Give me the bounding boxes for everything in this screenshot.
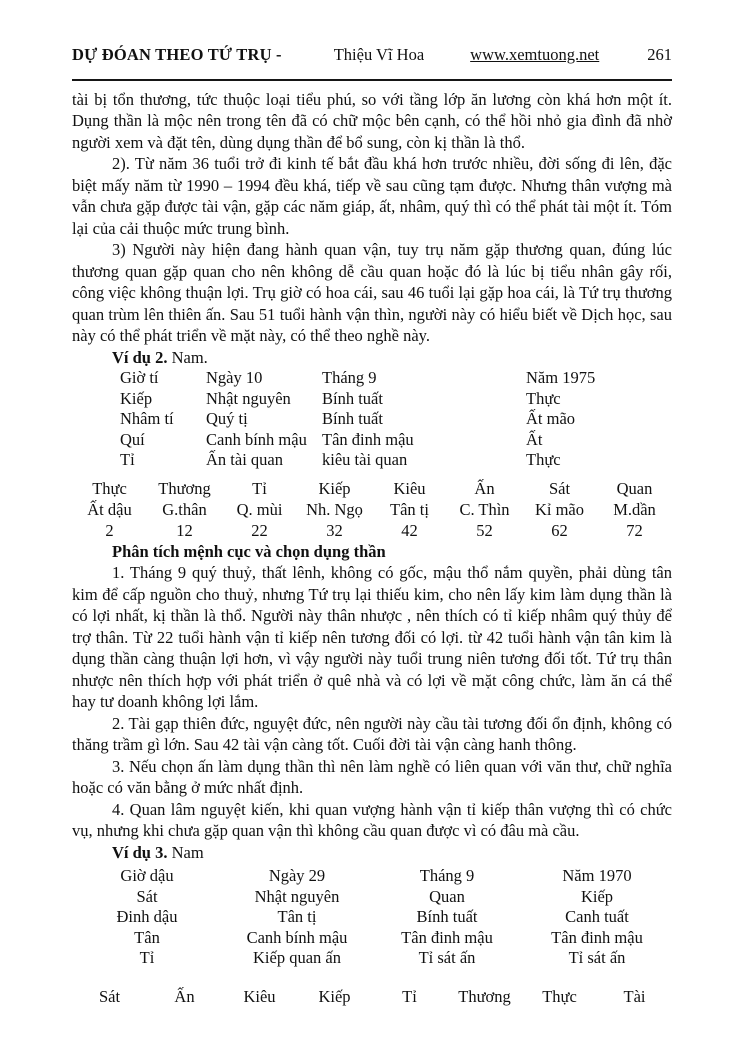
luck-cell: Sát: [548, 478, 571, 498]
pillar-cell: Nhật nguyên: [206, 388, 291, 408]
pillar-cell: Sát: [136, 886, 158, 906]
pillar-cell: Ngày 10: [206, 368, 263, 387]
pillar-cell: Tân đinh mậu: [322, 429, 414, 449]
pillar-cell: Kiếp: [120, 388, 153, 408]
example3-caption: [72, 842, 672, 864]
luck-age-cell: 62: [551, 520, 568, 540]
example2-subject: Nam.: [167, 347, 208, 367]
luck-cell: Kiếp: [318, 478, 351, 498]
star-cell: Thương: [458, 986, 511, 1006]
luck-cell: M.dần: [613, 499, 656, 519]
paragraph: 2. Tài gạp thiên đức, nguyệt đức, nên người này cầu tài tương đối ổn định, không có thăng trầm gì lớn. Sau 42 tài vận càng tốt. Cuối đời tài vận càng hanh thông.: [72, 713, 672, 754]
luck-cell: C. Thìn: [459, 499, 510, 519]
pillar-cell: Nhật nguyên: [254, 886, 340, 906]
paragraph: 4. Quan lâm nguyệt kiến, khi quan vượng hành vận tỉ kiếp thân vượng thì có chức vụ, nhưng khi chưa gặp quan vận thì không cầu quan được vì có đâu mà cầu.: [72, 799, 672, 840]
pillar-cell: kiêu tài quan: [322, 450, 408, 469]
paragraph: 3) Người này hiện đang hành quan vận, tuy trụ năm gặp thương quan, đúng lúc thương quan gặp quan cho nên không dễ cầu quan hoặc đó là lúc bị tiểu nhân gây rối, công việc không thuận lợi. Trụ giờ có hoa cái, sau 46 tuổi lại gặp hoa cái, là Tứ trụ thương quan trùm lên thiên ấn. Sau 51 tuổi hành vận thìn, người này có hiểu biết về Dịch học, sau này có thể phát triển về mặt này, có thể theo nghề này.: [72, 240, 672, 345]
luck-cell: Thực: [92, 478, 127, 498]
paragraph: 1. Tháng 9 quý thuỷ, thất lênh, không có gốc, mậu thổ nắm quyền, phải dùng tân kim để cấp nguồn cho thuỷ, nhưng Tứ trụ lại thiếu kim, cho nên lấy kim làm dụng thần là có lợi nhất, kị thần là thổ. Người này thân nhược , nên thích có tỉ kiếp nhâm quý thủy để trợ thân. Từ 22 tuổi hành vận tỉ kiếp nên tương đối có lợi. từ 42 tuổi hành vận tân kim là dụng thần càng thuận lợi hơn, vì vậy người này tuổi trung niên tương đối tốt. Tứ trụ thân nhược nên thích hợp với phát triển ở quê nhà và có lợi về mặt công chức, làm ăn cá thể hay tư doanh không lợi lắm.: [72, 563, 672, 711]
example2-caption: [72, 347, 672, 369]
page-header: [72, 44, 672, 66]
luck-age-cell: 12: [176, 520, 193, 540]
pillar-cell: Tháng 9: [322, 368, 377, 387]
luck-age-cell: 2: [105, 520, 114, 540]
pillar-cell: Quan: [429, 886, 465, 906]
pillar-cell: Ấn tài quan: [206, 450, 283, 469]
luck-cell: Kỉ mão: [534, 499, 585, 519]
pillar-cell: Canh tuất: [565, 907, 629, 926]
luck-cell: Tỉ: [252, 478, 267, 498]
pillar-cell: Canh bính mậu: [246, 927, 348, 947]
pillar-cell: Tân: [134, 927, 160, 947]
pillar-cell: Quý tị: [206, 409, 248, 428]
pillar-cell: Bính tuất: [322, 409, 383, 428]
pillar-cell: Ngày 29: [268, 866, 326, 885]
pillar-cell: Giờ tí: [120, 368, 159, 387]
paragraph: 3. Nếu chọn ấn làm dụng thần thì nên làm nghề có liên quan với văn thư, chữ nghĩa hoặc có văn bằng ở mức nhất định.: [72, 756, 672, 797]
pillar-cell: Tân tị: [277, 907, 317, 926]
pillar-cell: Nhâm tí: [120, 409, 174, 428]
book-title: DỰ ĐÓAN THEO TỨ TRỤ -: [72, 45, 282, 64]
body-text: [72, 89, 672, 1007]
luck-age-cell: 52: [476, 520, 493, 540]
pillar-cell: Tỉ sát ấn: [568, 948, 626, 967]
pillar-cell: Kiếp: [580, 886, 614, 906]
paragraph: tài bị tổn thương, tức thuộc loại tiểu phú, so với tầng lớp ăn lương còn khá hơn một ít. Dụng thần là mộc nên trong tên đã có chữ mộc bên cạnh, có thể hồi nhỏ gia đình đã nhờ người xem và đặt tên, dùng dụng thần để bổ sung, còn kị thần là thổ.: [72, 89, 672, 152]
pillar-cell: Kiếp quan ấn: [253, 948, 341, 967]
example3-subject: Nam: [167, 842, 204, 862]
pillar-cell: Bính tuất: [416, 907, 478, 926]
pillar-cell: Tỉ sát ấn: [418, 948, 476, 967]
pillar-cell: Năm 1975: [526, 368, 596, 387]
luck-age-cell: 72: [626, 520, 643, 540]
star-cell: Kiếp: [318, 986, 351, 1006]
luck-cell: Quan: [616, 478, 653, 498]
pillar-cell: Tân đinh mậu: [551, 927, 643, 947]
pillar-cell: Tháng 9: [419, 866, 475, 885]
star-cell: Sát: [98, 986, 121, 1006]
website-link[interactable]: www.xemtuong.net: [470, 45, 600, 64]
luck-cell: Ất dậu: [87, 499, 132, 519]
luck-cell: Kiêu: [393, 478, 426, 498]
pillar-cell: Ất mão: [526, 409, 576, 428]
luck-cell: G.thân: [162, 499, 207, 519]
luck-cell: Thương: [158, 478, 211, 498]
pillar-cell: Quí: [120, 429, 145, 449]
pillar-cell: Đinh dậu: [116, 907, 178, 926]
star-cell: Tỉ: [402, 986, 417, 1006]
analysis-heading: Phân tích mệnh cục và chọn dụng thần: [112, 541, 386, 561]
luck-age-cell: 22: [251, 520, 268, 540]
example3-star-row: [72, 986, 672, 1007]
pillar-cell: Thực: [526, 388, 561, 408]
star-cell: Ấn: [174, 986, 195, 1006]
star-cell: Thực: [542, 986, 577, 1006]
pillar-cell: Canh bính mậu: [206, 429, 307, 449]
example3-pillar-table: [72, 866, 672, 969]
header-divider: [72, 79, 672, 81]
example2-luck-table: [72, 478, 672, 541]
example2-label: Ví dụ 2.: [112, 347, 168, 367]
luck-age-cell: 42: [401, 520, 418, 540]
pillar-cell: Thực: [526, 450, 561, 469]
luck-cell: Nh. Ngọ: [306, 499, 363, 519]
pillar-cell: Tân đinh mậu: [401, 927, 493, 947]
pillar-cell: Ất: [526, 429, 543, 449]
luck-cell: Q. mùi: [236, 499, 283, 519]
pillar-cell: Bính tuất: [322, 388, 383, 408]
example2-pillar-table: [72, 368, 672, 471]
luck-cell: Ấn: [474, 478, 495, 498]
paragraph: 2). Từ năm 36 tuổi trở đi kinh tế bắt đầu khá hơn trước nhiều, đời sống đi lên, đặc biệt mấy năm từ 1990 – 1994 đều khá, tiếp về sau cũng tạm được. Nhưng thân vượng mà vẫn chưa gặp được tài vận, gặp các năm giáp, ất, nhâm, quý thì có thể phát tài một ít. Tóm lại của cải thuộc mức trung bình.: [72, 154, 672, 238]
star-cell: Kiêu: [243, 986, 276, 1006]
pillar-cell: Tỉ: [139, 948, 155, 967]
example3-label: Ví dụ 3.: [112, 842, 168, 862]
author-name: Thiệu Vĩ Hoa: [333, 45, 425, 64]
page-number: 261: [647, 45, 672, 64]
pillar-cell: Tỉ: [120, 450, 135, 469]
luck-age-cell: 32: [326, 520, 343, 540]
pillar-cell: Giờ dậu: [120, 866, 174, 885]
star-cell: Tài: [623, 986, 646, 1006]
luck-cell: Tân tị: [390, 499, 429, 519]
pillar-cell: Năm 1970: [562, 866, 632, 885]
